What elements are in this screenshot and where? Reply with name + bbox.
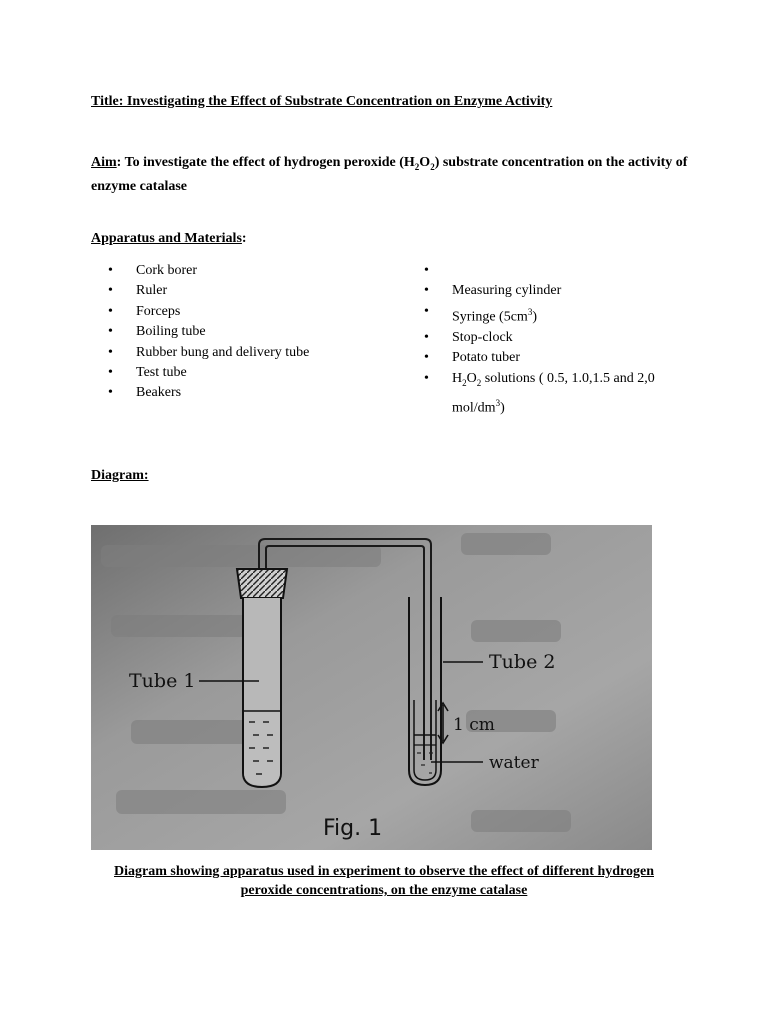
list-item xyxy=(424,369,684,419)
h2o2-text: solutions ( 0.5, 1.0,1.5 and 2,0 xyxy=(481,370,655,386)
h2o2-sub-1: 2 xyxy=(462,377,467,388)
label-fig-1: Fig. 1 xyxy=(323,816,383,841)
syringe-sup: 3 xyxy=(527,306,533,317)
syringe-text: Syringe (5cm xyxy=(452,309,528,325)
aim-text-2: O xyxy=(419,155,431,170)
diagram-heading: Diagram: xyxy=(91,468,149,483)
diagram-caption: Diagram showing apparatus used in experiment to observe the effect of different hydrogen peroxide concentrations, on the enzyme catalase xyxy=(114,864,654,898)
apparatus-diagram-photo xyxy=(91,525,652,850)
list-item xyxy=(424,302,684,328)
label-tube-1: Tube 1 xyxy=(129,670,196,692)
apparatus-heading xyxy=(91,231,247,247)
list-item: • Potato tuber xyxy=(424,348,684,368)
list-item: • Test tube xyxy=(108,363,408,383)
syringe-close: ) xyxy=(532,309,537,325)
rubber-bung xyxy=(237,569,287,598)
h2o2-sub-2: 2 xyxy=(476,377,482,388)
apparatus-list-right xyxy=(424,261,684,419)
page-title: Title: Investigating the Effect of Substrate Concentration on Enzyme Activity xyxy=(91,94,553,109)
h2o2-close: ) xyxy=(500,400,505,416)
list-item: • Measuring cylinder xyxy=(424,281,684,301)
apparatus-list-left xyxy=(108,261,408,404)
aim-label: Aim xyxy=(91,155,117,170)
aim-paragraph xyxy=(91,153,691,196)
list-item: • Forceps xyxy=(108,302,408,322)
aim-sub-2: 2 xyxy=(430,161,435,172)
list-item: • Cork borer xyxy=(108,261,408,281)
list-item: • Beakers xyxy=(108,383,408,403)
h2o2-h: H xyxy=(452,370,463,386)
label-tube-2: Tube 2 xyxy=(489,651,556,673)
label-water: water xyxy=(489,753,539,773)
apparatus-colon: : xyxy=(241,231,247,246)
label-1cm: 1 cm xyxy=(453,715,495,735)
list-item: • Rubber bung and delivery tube xyxy=(108,343,408,363)
h2o2-unit: mol/dm xyxy=(452,400,496,416)
h2o2-o: O xyxy=(466,370,477,386)
list-item: • Ruler xyxy=(108,281,408,301)
aim-text-1: : To investigate the effect of hydrogen peroxide (H xyxy=(116,155,415,170)
h2o2-sup: 3 xyxy=(495,397,501,408)
list-item: • Boiling tube xyxy=(108,322,408,342)
apparatus-label: Apparatus and Materials xyxy=(91,231,242,246)
list-item: • Stop-clock xyxy=(424,328,684,348)
aim-sub-1: 2 xyxy=(414,161,420,172)
aim-text-3: ) substrate concentration on the activity of enzyme catalase xyxy=(91,155,688,194)
list-item-empty xyxy=(424,261,684,281)
